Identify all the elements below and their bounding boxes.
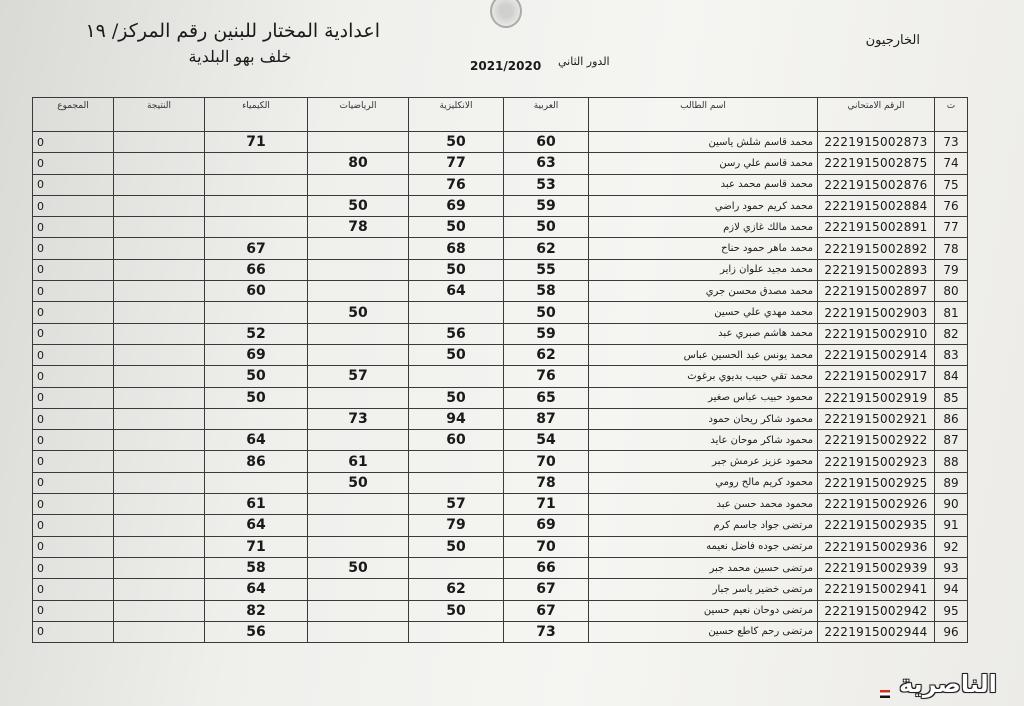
cell-total: 0 — [33, 430, 114, 451]
cell-total: 0 — [33, 579, 114, 600]
cell-math — [308, 344, 409, 365]
cell-chemistry: 69 — [205, 344, 308, 365]
table-row — [33, 302, 968, 323]
cell-arabic: 67 — [504, 579, 589, 600]
cell-exam-id: 2221915002919 — [818, 387, 935, 408]
table-row — [33, 579, 968, 600]
table-row — [33, 217, 968, 238]
header-seq: ت — [935, 98, 968, 132]
cell-seq: 90 — [935, 494, 968, 515]
cell-student-name: محمد قاسم علي رسن — [589, 153, 818, 174]
cell-student-name: محمد ماهر حمود حناح — [589, 238, 818, 259]
cell-english: 50 — [409, 387, 504, 408]
cell-english: 76 — [409, 174, 504, 195]
cell-exam-id: 2221915002939 — [818, 557, 935, 578]
cell-exam-id: 2221915002944 — [818, 621, 935, 642]
cell-english: 64 — [409, 281, 504, 302]
cell-chemistry: 82 — [205, 600, 308, 621]
cell-result — [114, 536, 205, 557]
cell-student-name: محمود كريم مالح رومي — [589, 472, 818, 493]
cell-arabic: 87 — [504, 408, 589, 429]
cell-chemistry: 64 — [205, 430, 308, 451]
cell-math — [308, 494, 409, 515]
cell-seq: 84 — [935, 366, 968, 387]
cell-math — [308, 387, 409, 408]
cell-total: 0 — [33, 302, 114, 323]
cell-seq: 79 — [935, 259, 968, 280]
cell-arabic: 55 — [504, 259, 589, 280]
cell-seq: 95 — [935, 600, 968, 621]
cell-english: 77 — [409, 153, 504, 174]
cell-math — [308, 174, 409, 195]
table-row — [33, 323, 968, 344]
exam-round: الدور الثاني — [558, 55, 610, 68]
cell-student-name: مرتضى جوده فاضل نعيمه — [589, 536, 818, 557]
cell-english: 50 — [409, 536, 504, 557]
cell-exam-id: 2221915002897 — [818, 281, 935, 302]
cell-total: 0 — [33, 366, 114, 387]
cell-result — [114, 302, 205, 323]
cell-chemistry: 64 — [205, 515, 308, 536]
cell-student-name: محمد مجيد علوان زاير — [589, 259, 818, 280]
cell-math: 50 — [308, 557, 409, 578]
cell-total: 0 — [33, 494, 114, 515]
cell-total: 0 — [33, 557, 114, 578]
cell-student-name: محمد يونس عبد الحسين عباس — [589, 344, 818, 365]
cell-arabic: 70 — [504, 451, 589, 472]
cell-math — [308, 132, 409, 153]
cell-math: 73 — [308, 408, 409, 429]
cell-exam-id: 2221915002935 — [818, 515, 935, 536]
cell-english: 57 — [409, 494, 504, 515]
cell-exam-id: 2221915002903 — [818, 302, 935, 323]
table-row — [33, 472, 968, 493]
cell-exam-id: 2221915002925 — [818, 472, 935, 493]
cell-chemistry: 50 — [205, 387, 308, 408]
header-arabic: العربية — [504, 98, 589, 132]
cell-student-name: مرتضى حسين محمد جبر — [589, 557, 818, 578]
cell-math: 50 — [308, 302, 409, 323]
cell-chemistry: 86 — [205, 451, 308, 472]
cell-arabic: 59 — [504, 323, 589, 344]
cell-result — [114, 238, 205, 259]
cell-student-name: محمود شاكر موحان عايد — [589, 430, 818, 451]
table-row — [33, 451, 968, 472]
cell-result — [114, 494, 205, 515]
cell-result — [114, 451, 205, 472]
cell-result — [114, 323, 205, 344]
table-row — [33, 408, 968, 429]
cell-total: 0 — [33, 344, 114, 365]
cell-total: 0 — [33, 323, 114, 344]
cell-exam-id: 2221915002884 — [818, 195, 935, 216]
cell-total: 0 — [33, 451, 114, 472]
cell-result — [114, 387, 205, 408]
cell-exam-id: 2221915002923 — [818, 451, 935, 472]
cell-chemistry — [205, 408, 308, 429]
cell-math: 80 — [308, 153, 409, 174]
cell-result — [114, 344, 205, 365]
cell-arabic: 50 — [504, 217, 589, 238]
cell-seq: 94 — [935, 579, 968, 600]
cell-exam-id: 2221915002941 — [818, 579, 935, 600]
cell-english: 62 — [409, 579, 504, 600]
cell-result — [114, 259, 205, 280]
school-name: اعدادية المختار للبنين رقم المركز/ ١٩ — [85, 20, 380, 42]
cell-chemistry: 52 — [205, 323, 308, 344]
cell-chemistry — [205, 302, 308, 323]
cell-math — [308, 621, 409, 642]
table-row — [33, 515, 968, 536]
table-row — [33, 174, 968, 195]
cell-chemistry: 66 — [205, 259, 308, 280]
cell-chemistry: 64 — [205, 579, 308, 600]
cell-english: 79 — [409, 515, 504, 536]
table-row — [33, 366, 968, 387]
cell-student-name: محمد مصدق محسن جري — [589, 281, 818, 302]
table-row — [33, 494, 968, 515]
header-english: الانكليزية — [409, 98, 504, 132]
cell-student-name: محمد مالك غازي لازم — [589, 217, 818, 238]
cell-total: 0 — [33, 621, 114, 642]
cell-english — [409, 472, 504, 493]
cell-result — [114, 408, 205, 429]
cell-total: 0 — [33, 387, 114, 408]
cell-arabic: 62 — [504, 238, 589, 259]
cell-exam-id: 2221915002876 — [818, 174, 935, 195]
cell-student-name: محمد كريم حمود راضي — [589, 195, 818, 216]
cell-arabic: 67 — [504, 600, 589, 621]
cell-total: 0 — [33, 259, 114, 280]
cell-result — [114, 515, 205, 536]
cell-student-name: مرتضى رحم كاطع حسين — [589, 621, 818, 642]
cell-student-name: محمد هاشم صبري عبد — [589, 323, 818, 344]
table-row — [33, 536, 968, 557]
cell-result — [114, 557, 205, 578]
cell-total: 0 — [33, 238, 114, 259]
cell-english: 50 — [409, 217, 504, 238]
cell-student-name: محمد مهدي علي حسين — [589, 302, 818, 323]
cell-arabic: 76 — [504, 366, 589, 387]
cell-exam-id: 2221915002891 — [818, 217, 935, 238]
cell-arabic: 78 — [504, 472, 589, 493]
cell-math: 57 — [308, 366, 409, 387]
cell-arabic: 71 — [504, 494, 589, 515]
cell-seq: 93 — [935, 557, 968, 578]
table-row — [33, 238, 968, 259]
cell-math — [308, 579, 409, 600]
table-row — [33, 132, 968, 153]
cell-exam-id: 2221915002922 — [818, 430, 935, 451]
cell-exam-id: 2221915002914 — [818, 344, 935, 365]
cell-seq: 77 — [935, 217, 968, 238]
cell-exam-id: 2221915002942 — [818, 600, 935, 621]
cell-chemistry — [205, 153, 308, 174]
academic-year: 2021/2020 — [470, 59, 542, 73]
cell-seq: 75 — [935, 174, 968, 195]
cell-arabic: 73 — [504, 621, 589, 642]
cell-arabic: 63 — [504, 153, 589, 174]
cell-chemistry: 60 — [205, 281, 308, 302]
cell-seq: 81 — [935, 302, 968, 323]
cell-result — [114, 621, 205, 642]
cell-total: 0 — [33, 174, 114, 195]
table-row — [33, 259, 968, 280]
cell-total: 0 — [33, 281, 114, 302]
cell-total: 0 — [33, 600, 114, 621]
cell-exam-id: 2221915002875 — [818, 153, 935, 174]
cell-math — [308, 238, 409, 259]
cell-math — [308, 600, 409, 621]
cell-result — [114, 217, 205, 238]
cell-english: 50 — [409, 600, 504, 621]
table-row — [33, 557, 968, 578]
cell-exam-id: 2221915002893 — [818, 259, 935, 280]
cell-seq: 83 — [935, 344, 968, 365]
cell-student-name: محمود حبيب عباس صغير — [589, 387, 818, 408]
cell-exam-id: 2221915002873 — [818, 132, 935, 153]
cell-english — [409, 557, 504, 578]
cell-math — [308, 281, 409, 302]
cell-english: 56 — [409, 323, 504, 344]
cell-student-name: محمود محمد حسن عبد — [589, 494, 818, 515]
cell-total: 0 — [33, 217, 114, 238]
watermark-logo: الناصرية — [899, 670, 997, 698]
cell-result — [114, 579, 205, 600]
school-location: خلف بهو البلدية — [188, 47, 292, 66]
cell-math — [308, 515, 409, 536]
cell-seq: 89 — [935, 472, 968, 493]
cell-arabic: 65 — [504, 387, 589, 408]
cell-chemistry — [205, 195, 308, 216]
cell-english: 50 — [409, 344, 504, 365]
cell-exam-id: 2221915002910 — [818, 323, 935, 344]
table-row — [33, 153, 968, 174]
cell-english: 60 — [409, 430, 504, 451]
cell-seq: 87 — [935, 430, 968, 451]
cell-arabic: 59 — [504, 195, 589, 216]
cell-seq: 86 — [935, 408, 968, 429]
cell-result — [114, 472, 205, 493]
cell-seq: 92 — [935, 536, 968, 557]
cell-chemistry: 56 — [205, 621, 308, 642]
cell-exam-id: 2221915002926 — [818, 494, 935, 515]
cell-english: 50 — [409, 132, 504, 153]
cell-arabic: 60 — [504, 132, 589, 153]
cell-seq: 82 — [935, 323, 968, 344]
cell-arabic: 62 — [504, 344, 589, 365]
cell-total: 0 — [33, 195, 114, 216]
cell-exam-id: 2221915002917 — [818, 366, 935, 387]
table-row — [33, 195, 968, 216]
cell-student-name: محمد قاسم شلش ياسين — [589, 132, 818, 153]
cell-arabic: 58 — [504, 281, 589, 302]
cell-english — [409, 621, 504, 642]
cell-math — [308, 259, 409, 280]
cell-math: 61 — [308, 451, 409, 472]
cell-result — [114, 600, 205, 621]
cell-student-name: محمد قاسم محمد عبد — [589, 174, 818, 195]
table-row — [33, 621, 968, 642]
cell-english: 68 — [409, 238, 504, 259]
cell-english: 94 — [409, 408, 504, 429]
cell-chemistry: 50 — [205, 366, 308, 387]
cell-chemistry: 71 — [205, 132, 308, 153]
cell-student-name: مرتضى خضير ياسر جبار — [589, 579, 818, 600]
cell-seq: 76 — [935, 195, 968, 216]
cell-seq: 96 — [935, 621, 968, 642]
student-category: الخارجيون — [865, 33, 920, 48]
table-row — [33, 387, 968, 408]
cell-total: 0 — [33, 472, 114, 493]
cell-english: 69 — [409, 195, 504, 216]
header-name: اسم الطالب — [589, 98, 818, 132]
cell-total: 0 — [33, 153, 114, 174]
cell-exam-id: 2221915002892 — [818, 238, 935, 259]
cell-chemistry: 71 — [205, 536, 308, 557]
cell-result — [114, 281, 205, 302]
cell-chemistry: 61 — [205, 494, 308, 515]
table-header-row — [33, 98, 968, 132]
cell-student-name: محمود عزيز عرمش جبر — [589, 451, 818, 472]
cell-arabic: 53 — [504, 174, 589, 195]
cell-chemistry — [205, 174, 308, 195]
cell-seq: 73 — [935, 132, 968, 153]
cell-result — [114, 366, 205, 387]
cell-english: 50 — [409, 259, 504, 280]
header-total: المجموع — [33, 98, 114, 132]
cell-math — [308, 323, 409, 344]
cell-total: 0 — [33, 408, 114, 429]
cell-seq: 74 — [935, 153, 968, 174]
cell-chemistry — [205, 472, 308, 493]
results-table — [32, 97, 968, 643]
cell-math — [308, 430, 409, 451]
cell-math: 50 — [308, 195, 409, 216]
cell-arabic: 66 — [504, 557, 589, 578]
cell-seq: 78 — [935, 238, 968, 259]
cell-result — [114, 174, 205, 195]
cell-student-name: مرتضى دوحان نعيم حسين — [589, 600, 818, 621]
cell-chemistry: 67 — [205, 238, 308, 259]
cell-arabic: 70 — [504, 536, 589, 557]
cell-result — [114, 132, 205, 153]
table-row — [33, 430, 968, 451]
cell-total: 0 — [33, 536, 114, 557]
cell-arabic: 69 — [504, 515, 589, 536]
cell-chemistry: 58 — [205, 557, 308, 578]
cell-english — [409, 366, 504, 387]
cell-exam-id: 2221915002936 — [818, 536, 935, 557]
cell-english — [409, 451, 504, 472]
cell-seq: 88 — [935, 451, 968, 472]
cell-seq: 80 — [935, 281, 968, 302]
header-math: الرياضيات — [308, 98, 409, 132]
cell-arabic: 54 — [504, 430, 589, 451]
cell-student-name: مرتضى جواد جاسم كرم — [589, 515, 818, 536]
table-row — [33, 600, 968, 621]
header-chemistry: الكيمياء — [205, 98, 308, 132]
cell-total: 0 — [33, 515, 114, 536]
cell-arabic: 50 — [504, 302, 589, 323]
cell-student-name: محمود شاكر ريحان حمود — [589, 408, 818, 429]
header-exam-id: الرقم الامتحاني — [818, 98, 935, 132]
cell-chemistry — [205, 217, 308, 238]
cell-seq: 85 — [935, 387, 968, 408]
cell-seq: 91 — [935, 515, 968, 536]
cell-exam-id: 2221915002921 — [818, 408, 935, 429]
header-result: النتيجة — [114, 98, 205, 132]
cell-math — [308, 536, 409, 557]
table-row — [33, 344, 968, 365]
cell-result — [114, 430, 205, 451]
cell-math: 50 — [308, 472, 409, 493]
cell-english — [409, 302, 504, 323]
cell-student-name: محمد تقي حبيب بديوي برغوث — [589, 366, 818, 387]
cell-math: 78 — [308, 217, 409, 238]
cell-result — [114, 153, 205, 174]
cell-result — [114, 195, 205, 216]
table-row — [33, 281, 968, 302]
cell-total: 0 — [33, 132, 114, 153]
